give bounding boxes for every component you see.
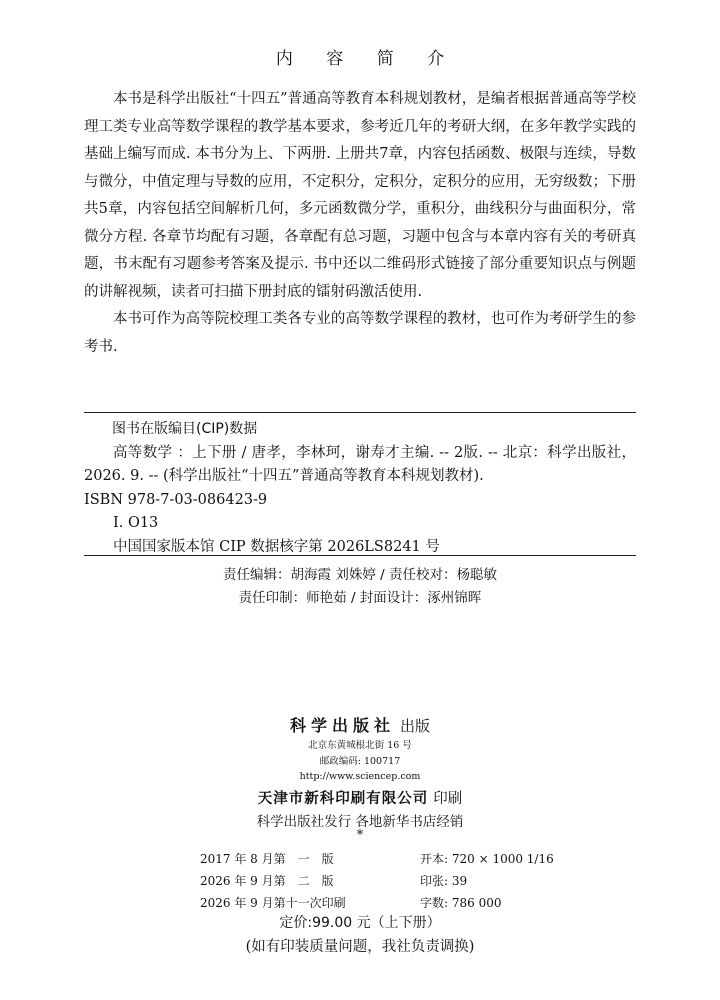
printer-name: 天津市新科印刷有限公司 bbox=[257, 791, 429, 807]
spec-info: 字数: 786 000 bbox=[420, 896, 502, 910]
quality-notice: (如有印装质量问题，我社负责调换) bbox=[245, 939, 475, 955]
cip-block bbox=[84, 418, 636, 559]
publisher-line bbox=[0, 713, 720, 736]
distribution: 科学出版社发行 各地新华书店经销 bbox=[256, 814, 464, 830]
publisher-website: http://www.sciencep.com bbox=[299, 771, 421, 782]
printer-suffix: 印刷 bbox=[433, 791, 463, 807]
publisher-address-block bbox=[0, 738, 720, 785]
publisher-name: 科学出版社 bbox=[289, 716, 395, 735]
spec-row bbox=[200, 870, 554, 892]
cip-entry: 高等数学 ：上下册 / 唐孝，李林珂，谢寿才主编. -- 2版. -- 北京：科学出版社，2026. 9. -- (科学出版社“十四五”普通高等教育本科规划教材). bbox=[84, 444, 636, 484]
postcode: 邮政编码: 100717 bbox=[319, 755, 401, 767]
editor-line: 责任编辑：胡海霞 刘姝婷 / 责任校对：杨聪敏 bbox=[223, 567, 497, 583]
cip-heading: 图书在版编目(CIP)数据 bbox=[112, 421, 258, 437]
intro-paragraph: 本书是科学出版社“十四五”普通高等教育本科规划教材，是编者根据普通高等学校理工类专业高等数学课程的教学基本要求，参考近几年的考研大纲，在多年教学实践的基础上编写而成. 本书分为上、下两册. 上册共7章，内容包括函数、极限与连续，导数与微分，中值定理与导数的应用，不定积分，定积分，定积分的应用，无穷级数；下册共5章，内容包括空间解析几何，多元函数微分学，重积分，曲线积分与曲面积分，常微分方程. 各章节均配有习题，各章配有总习题，习题中包含与本章内容有关的考研真题，书末配有习题参考答案及提示. 书中还以二维码形式链接了部分重要知识点与例题的讲解视频，读者可扫描下册封底的镭射码激活使用. bbox=[84, 91, 636, 300]
spec-info: 开本: 720 × 1000 1/16 bbox=[420, 852, 554, 866]
intro-paragraph: 本书可作为高等院校理工类各专业的高等数学课程的教材，也可作为考研学生的参考书. bbox=[84, 311, 636, 355]
edition-info: 2017 年 8 月第 一 版 bbox=[200, 852, 334, 866]
classification: Ⅰ. O13 bbox=[113, 515, 159, 531]
isbn: ISBN 978-7-03-086423-9 bbox=[84, 491, 268, 508]
page-title: 内 容 简 介 bbox=[275, 49, 459, 69]
cip-top-rule bbox=[84, 412, 636, 413]
cip-record-number: 中国国家版本馆 CIP 数据核字第 2026LS8241 号 bbox=[113, 538, 440, 555]
publisher-suffix: 出版 bbox=[400, 717, 431, 735]
edition-info: 2026 年 9 月第十一次印刷 bbox=[200, 896, 346, 910]
publisher-address: 北京东黄城根北街 16 号 bbox=[308, 740, 412, 751]
editor-line: 责任印制：师艳茹 / 封面设计：涿州锦晖 bbox=[238, 590, 482, 606]
spec-row bbox=[200, 892, 554, 914]
spec-row bbox=[200, 848, 554, 870]
intro-text bbox=[84, 86, 636, 361]
printer-line bbox=[0, 787, 720, 808]
spec-info: 印张: 39 bbox=[420, 874, 468, 888]
editor-credits bbox=[0, 564, 720, 610]
edition-info: 2026 年 9 月第 二 版 bbox=[200, 874, 334, 888]
edition-specs bbox=[200, 848, 554, 914]
cip-bottom-rule bbox=[84, 555, 636, 556]
price: 定价:99.00 元（上下册） bbox=[279, 915, 441, 931]
separator-star: * bbox=[356, 828, 364, 843]
